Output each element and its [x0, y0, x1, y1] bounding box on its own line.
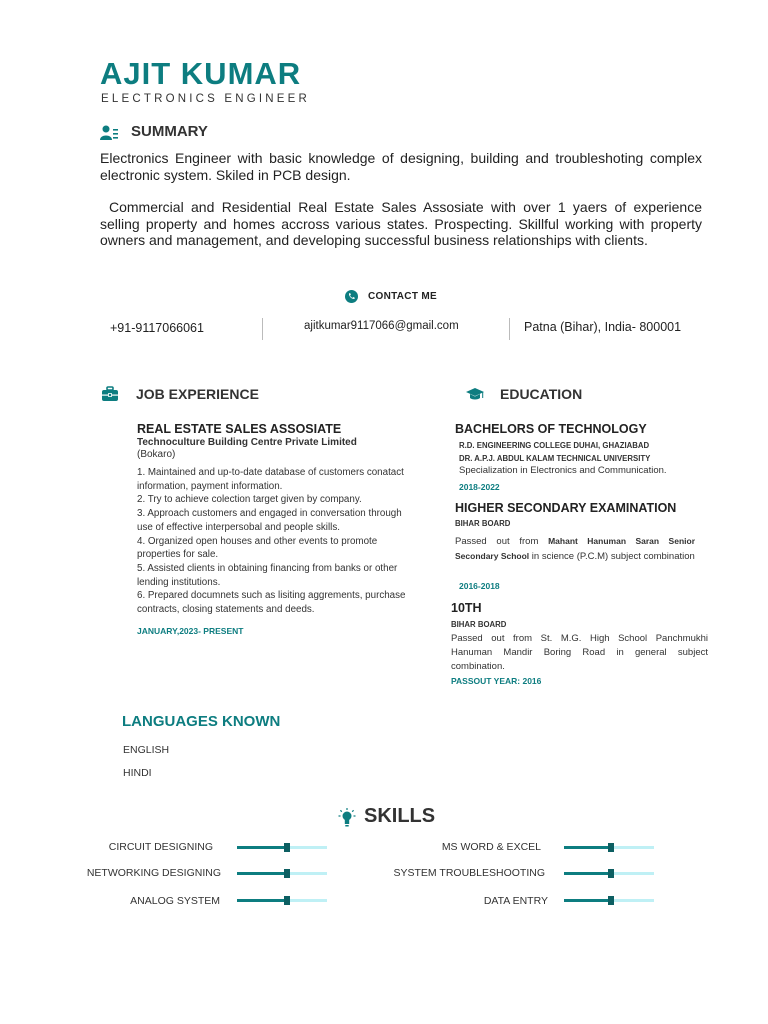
list-item: 6. Prepared documnets such as lisiting aggrements, purchase contracts, closing statements and deeds. [137, 590, 406, 616]
job-date: JANUARY,2023- PRESENT [137, 626, 244, 636]
education-year: 2018-2022 [459, 482, 500, 492]
list-item: 4. Organized open houses and other events to promote properties for sale. [137, 535, 378, 561]
job-location: (Bokaro) [137, 449, 176, 460]
phone-icon [345, 290, 358, 303]
description-text: in science (P.C.M) subject combination [529, 551, 695, 562]
education-title: 10TH [451, 601, 482, 615]
education-year: 2016-2018 [459, 581, 500, 591]
education-heading: EDUCATION [500, 386, 583, 402]
education-university: DR. A.P.J. ABDUL KALAM TECHNICAL UNIVERSITY [459, 454, 651, 463]
education-institution: R.D. ENGINEERING COLLEGE DUHAI, GHAZIABAD [459, 441, 650, 450]
postal-address: Patna (Bihar), India- 800001 [524, 320, 682, 334]
education-description: Specialization in Electronics and Communication. [459, 465, 667, 476]
skill-bar [237, 899, 327, 902]
skill-bar-knob [284, 896, 290, 905]
email-address: ajitkumar9117066@gmail.com [304, 320, 459, 332]
skills-heading: SKILLS [364, 805, 436, 827]
education-board: BIHAR BOARD [455, 519, 511, 528]
skill-bar-knob [608, 843, 614, 852]
user-list-icon [100, 124, 118, 142]
skill-name: CIRCUIT DESIGNING [108, 841, 213, 853]
briefcase-icon [101, 385, 119, 403]
graduation-cap-icon [466, 385, 484, 403]
skill-bar [564, 872, 654, 875]
job-duties-list [137, 466, 407, 617]
skill-bar-fill [237, 872, 287, 875]
job-experience-heading: JOB EXPERIENCE [136, 386, 259, 402]
contact-heading: CONTACT ME [368, 291, 437, 302]
summary-paragraph: Electronics Engineer with basic knowledge of designing, building and troubleshoting complex electronic system. Skiled in PCB design. [100, 150, 702, 183]
job-company: Technoculture Building Centre Private Limited [137, 437, 357, 448]
skill-bar-fill [564, 899, 611, 902]
education-title: HIGHER SECONDARY EXAMINATION [455, 501, 677, 515]
contact-divider [509, 318, 510, 340]
education-description [455, 534, 695, 564]
list-item: 2. Try to achieve colection target given by company. [137, 494, 362, 506]
skill-name: MS WORD & EXCEL [441, 841, 541, 853]
education-board: BIHAR BOARD [451, 620, 507, 629]
skill-name: SYSTEM TROUBLESHOOTING [393, 867, 545, 879]
skill-bar-knob [608, 869, 614, 878]
education-year: PASSOUT YEAR: 2016 [451, 676, 542, 686]
list-item: 3. Approach customers and engaged in conversation through use of effective interpersobal and people skills. [137, 508, 402, 533]
candidate-title: ELECTRONICS ENGINEER [101, 93, 311, 105]
description-text: Passed out from [455, 536, 549, 547]
list-item: 5. Assisted clients in obtaining financing from banks or other lending institutions. [137, 562, 398, 588]
skill-bar-knob [608, 896, 614, 905]
skill-bar-knob [284, 869, 290, 878]
list-item: 1. Maintained and up-to-date database of customers conatact information, payment information. [137, 467, 404, 492]
skill-name: NETWORKING DESIGNING [86, 867, 221, 879]
summary-paragraph: Commercial and Residential Real Estate Sales Assosiate with over 1 yaers of experience selling property and homes accross various states. Prospecting. Skillful working with property owners and management, and developing successful business relationships with clients. [100, 199, 702, 249]
skill-bar-fill [564, 872, 611, 875]
phone-number: +91-9117066061 [110, 321, 204, 335]
skill-bar-fill [564, 846, 611, 849]
skill-bar-fill [237, 846, 287, 849]
skill-bar [237, 872, 327, 875]
skill-name: DATA ENTRY [483, 895, 548, 907]
skill-bar-fill [237, 899, 287, 902]
lightbulb-icon [338, 808, 356, 828]
language-item: HINDI [123, 767, 152, 779]
skill-bar-knob [284, 843, 290, 852]
education-title: BACHELORS OF TECHNOLOGY [455, 422, 647, 436]
skill-bar [564, 846, 654, 849]
language-item: ENGLISH [123, 744, 170, 756]
job-title: REAL ESTATE SALES ASSOSIATE [137, 422, 342, 436]
skill-bar [564, 899, 654, 902]
school-name: Mahant Hanuman Saran Senior Secondary School [455, 536, 696, 561]
skill-name: ANALOG SYSTEM [130, 895, 220, 907]
skill-bar [237, 846, 327, 849]
education-description: Passed out from St. M.G. High School Panchmukhi Hanuman Mandir Boring Road in general subject combination. [451, 633, 708, 672]
candidate-name: AJIT KUMAR [100, 56, 302, 91]
languages-heading: LANGUAGES KNOWN [122, 713, 281, 730]
summary-heading: SUMMARY [131, 123, 208, 140]
contact-divider [262, 318, 263, 340]
